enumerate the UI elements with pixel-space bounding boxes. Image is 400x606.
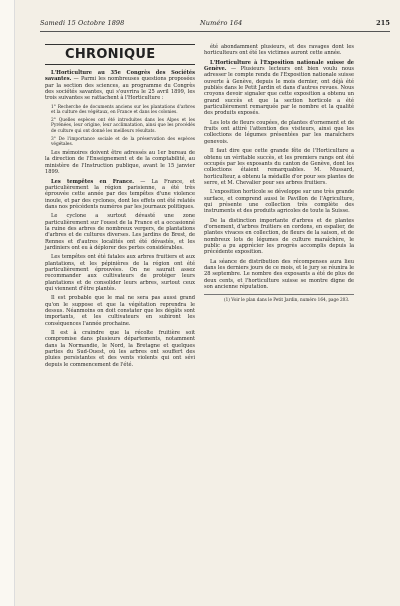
paragraph-text: — Parmi les nombreuses questions proposées par la section des sciences, au programme du Congrès des sociétés savantes, qui s'ouvrira le 25 avril 1899, les trois suivantes se rattachent à l'Horticulture :: [45, 76, 195, 102]
paragraph-text: — Plusieurs lecteurs ont bien voulu nous adresser le compte rendu de l'Exposition nationale suisse ouverte à Genève, depuis le mois dernier, ont déjà été publiés dans le Petit Jardin et dans d'autres revues. Nous croyons devoir signaler que cette exposition a obtenu un grand succès et que la section horticole a été particulièrement remarquée par le nombre et la qualité des produits exposés.: [204, 66, 354, 117]
paragraph-text: 1° Recherche de documents anciens sur les plantations d'arbres et la culture des végétaux, en France et dans les colonies.: [51, 104, 195, 115]
paragraph: [45, 137, 195, 147]
section-heading: Les tempêtes en France.: [51, 178, 135, 185]
paragraph-text: L'exposition horticole se développe sur une très grande surface, et comprend aussi le Pavillon de l'Agriculture, qui présente une collection très complète des instruments et des produits agricoles de toute la Suisse.: [204, 189, 354, 215]
paragraph: [45, 70, 195, 102]
binding-margin: [0, 0, 15, 606]
paragraph-text: La séance de distribution des récompenses aura lieu dans les derniers jours de ce mois, et le jury se réunira le 28 septembre. Le nombre des exposants a été de plus de deux cents, et l'horticulture suisse se montre digne de son ancienne réputation.: [204, 258, 354, 291]
left-column: [45, 44, 195, 371]
paragraph: [204, 218, 354, 256]
paragraph: [204, 148, 354, 186]
paragraph-text: Il faut dire que cette grande fête de l'Horticulture a obtenu un véritable succès, et les premiers rangs ont été occupés par les exposants du canton de Genève, dont les collections étaient remarquables. M. Mussard, horticulteur, a obtenu la médaille d'or pour ses plantes de serre, et M. Chevalier pour ses arbres fruitiers.: [204, 148, 354, 186]
header-issue-number: Numéro 164: [200, 19, 243, 27]
paragraph: [45, 213, 195, 251]
paragraph: [204, 259, 354, 291]
paragraph: [45, 330, 195, 368]
paragraph: [204, 60, 354, 117]
page-header: [40, 19, 390, 32]
paragraph-text: Les mémoires doivent être adressés au 1er bureau de la direction de l'Enseignement et de la comptabilité, au ministère de l'Instruction publique, avant le 15 janvier 1899.: [45, 150, 195, 176]
paragraph: [204, 189, 354, 214]
section-heading: L'Horticulture à l'Exposition nationale suisse de Genève.: [204, 59, 354, 73]
paragraph: [45, 254, 195, 292]
paragraph: [45, 150, 195, 175]
article-title: CHRONIQUE: [45, 44, 195, 65]
paragraph: [45, 295, 195, 327]
right-column: [204, 44, 354, 302]
paragraph: [204, 120, 354, 145]
paragraph-text: Il est à craindre que la récolte fruitière soit compromise dans plusieurs départements, notamment dans la Normandie, le Nord, la Bretagne et quelques parties du Sud-Ouest, où les arbres ont souffert des pluies persistantes et des vents violents qui ont sévi depuis le commencement de l'été.: [45, 330, 195, 368]
paragraph-text: 3° De l'importance sociale et de la préservation des espèces végétales.: [51, 136, 195, 147]
paragraph-text: été abondamment plusieurs, et des ravages dont les horticulteurs ont été les victimes auront cette année.: [204, 44, 354, 57]
paragraph-text: Il est probable que le mal ne sera pas aussi grand qu'on le suppose et que la végétation reprendra le dessus. Néanmoins on doit constater que les dégâts sont importants, et les cultivateurs en subiront les conséquences l'année prochaine.: [45, 295, 195, 327]
header-date: Samedi 15 Octobre 1898: [40, 19, 125, 27]
footnote: (1) Voir le plan dans le Petit Jardin, numéro 164, page 203.: [204, 294, 354, 302]
paragraph-text: Les lots de fleurs coupées, de plantes d'ornement et de fruits ont attiré l'attention des visiteurs, ainsi que les collections de légumes présentées par les maraîchers genevois.: [204, 119, 354, 145]
paragraph: [204, 44, 354, 57]
paragraph-text: Les tempêtes ont été fatales aux arbres fruitiers et aux plantations, et les pépinières de la région ont été particulièrement éprouvées. On ne saurait assez recommander aux cultivateurs de protéger leurs plantations et de consolider leurs arbres, surtout ceux qui viennent d'être plantés.: [45, 254, 195, 293]
paragraph: [45, 179, 195, 211]
paragraph-text: Le cyclone a surtout dévasté une zone particulièrement sur l'ouest de la France et a occasionné la ruine des arbres de nombreux vergers, de plantations d'arbres et de cultures diverses. Les jardins de Brest, de Rennes et d'autres localités ont été dévastés, et les jardiniers ont eu à déplorer des pertes considérables.: [45, 213, 195, 251]
paragraph-text: 2° Quelles espèces ont été introduites dans les Alpes et les Pyrénées, leur origine, leur acclimatation, ainsi que les procédés de culture qui ont donné les meilleurs résultats.: [51, 118, 195, 134]
paragraph-text: — La France, et particulièrement la région parisienne, a été très éprouvée cette année par des tempêtes d'une violence inouïe, et par des cyclones, dont les effets ont été relatés dans nos précédents numéros par les journaux politiques.: [45, 178, 195, 210]
paragraph: [45, 118, 195, 134]
section-heading: L'Horticulture au 35e Congrès des Sociétés savantes.: [45, 70, 195, 83]
header-page-number: 215: [376, 19, 390, 27]
paragraph: [45, 105, 195, 115]
paragraph-text: De la distinction importante d'arbres et de plantes d'ornement, d'arbres fruitiers en cordons, en espalier, de plantes vivaces en collection, de fleurs de la saison, et de nombreux lots de légumes de culture maraîchère, le public a pu apprécier les progrès accomplis depuis la précédente exposition.: [204, 217, 354, 256]
